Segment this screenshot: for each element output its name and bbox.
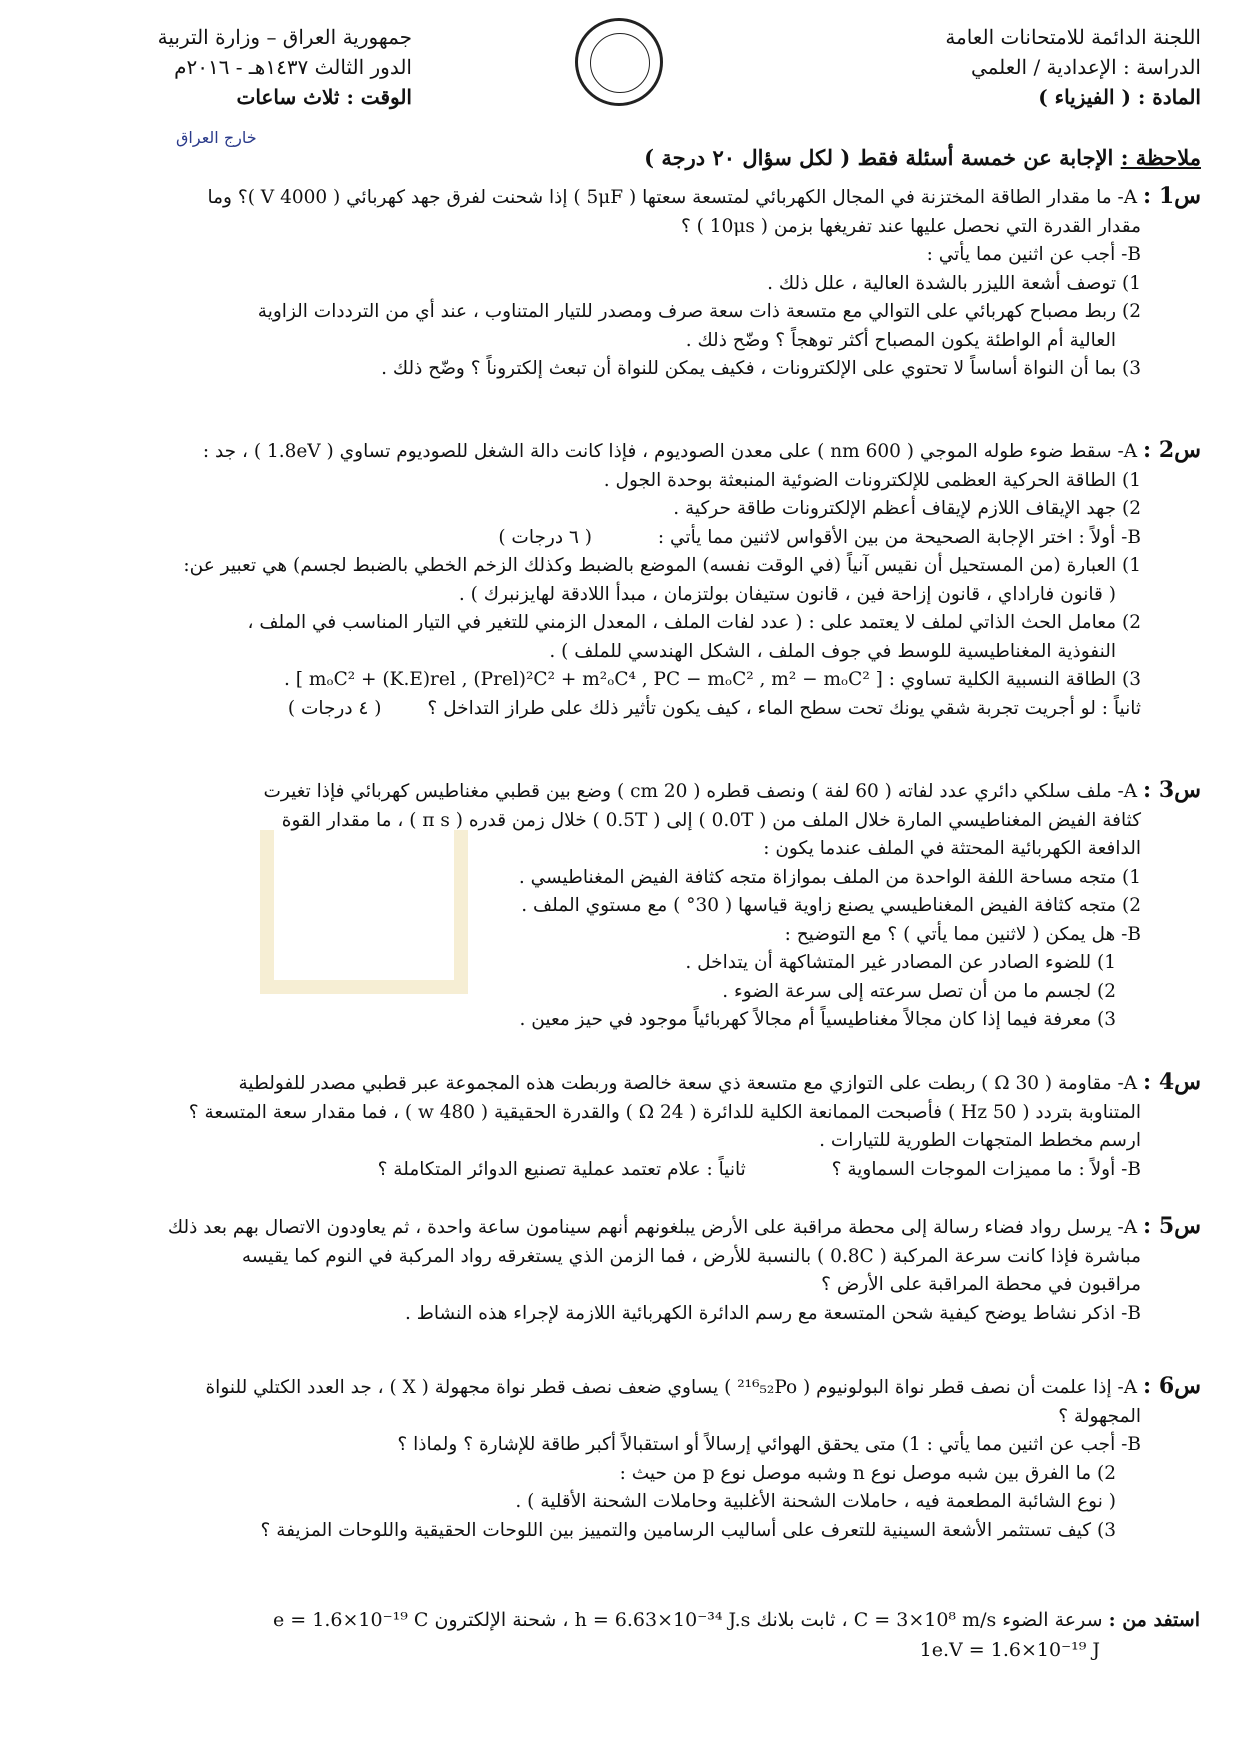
question-number: س4 : (1143, 1069, 1201, 1095)
q5-a-line1: A- يرسل رواد فضاء رسالة إلى محطة مراقبة على الأرض يبلغونهم أنهم سينامون ساعة واحدة ، ثم يعاودون الاتصال بهم بعد ذلك (167, 1217, 1138, 1238)
q2-second-marks: ( ٤ درجات ) (287, 697, 382, 719)
committee-name: اللجنة الدائمة للامتحانات العامة (945, 25, 1201, 49)
question-1 (61, 182, 1201, 384)
question-number: س6 : (1143, 1373, 1201, 1399)
question-number: س1 : (1143, 183, 1201, 209)
q2-a-item1: 1) الطاقة الحركية العظمى للإلكترونات الضوئية المنبعثة بوحدة الجول . (603, 469, 1141, 491)
constants-box (90, 1605, 1200, 1665)
q1-b-intro: B- أجب عن اثنين مما يأتي : (926, 244, 1141, 265)
q2-second-question: ثانياً : لو أجريت تجربة شقي يونك تحت سطح الماء ، كيف يكون تأثير ذلك على طراز التداخل ؟ (427, 697, 1141, 719)
republic-ministry: جمهورية العراق – وزارة التربية (157, 25, 412, 49)
question-6 (61, 1372, 1201, 1545)
instructions-note (101, 145, 1201, 170)
q3-a-item2: 2) متجه كثافة الفيض المغناطيسي يصنع زاوية قياسها ( 30° ) مع مستوي الملف . (521, 895, 1141, 916)
q2-b-intro: B- أولاً : اختر الإجابة الصحيحة من بين الأقواس لاثنين مما يأتي : (657, 526, 1141, 548)
q3-a-line1: A- ملف سلكي دائري عدد لفاته ( 60 لفة ) ونصف قطره ( 20 cm ) وضع بين قطبي مغناطيس كهربائي فإذا تغيرت (263, 781, 1138, 802)
q2-b-item1-line1: 1) العبارة (من المستحيل أن نقيس آنياً (في الوقت نفسه) الموضع بالضبط وكذلك الزخم الخطي بالضبط لجسم) هي تعبير عن: (183, 555, 1141, 576)
q3-b-item3: 3) معرفة فيما إذا كان مجالاً مغناطيسياً أم مجالاً كهربائياً موجود في حيز معين . (519, 1009, 1116, 1030)
q3-a-item1: 1) متجه مساحة اللفة الواحدة من الملف بموازاة متجه كثافة الفيض المغناطيسي . (518, 866, 1141, 888)
constants-line1: سرعة الضوء C = 3×10⁸ m/s ، ثابت بلانك h = 6.63×10⁻³⁴ J.s ، شحنة الإلكترون e = 1.6×10⁻¹⁹ C (273, 1609, 1103, 1631)
q1-b-item3: 3) بما أن النواة أساساً لا تحتوي على الإلكترونات ، فكيف يمكن للنواة أن تبعث إلكتروناً ؟ وضّح ذلك . (381, 358, 1141, 379)
q6-b-item2-line2: ( نوع الشائبة المطعمة فيه ، حاملات الشحنة الأغلبية وحاملات الشحنة الأقلية ) . (515, 1491, 1116, 1512)
q2-b-item2-line1: 2) معامل الحث الذاتي لملف لا يعتمد على : ( عدد لفات الملف ، المعدل الزمني للتغير في التيار المناسب في الملف ، (247, 612, 1141, 633)
q2-a-intro: A- سقط ضوء طوله الموجي ( 600 nm ) على معدن الصوديوم ، فإذا كانت دالة الشغل للصوديوم تساوي ( 1.8eV ) ، جد : (202, 441, 1138, 462)
constants-line2: 1e.V = 1.6×10⁻¹⁹ J (919, 1639, 1100, 1661)
q6-a-line1: A- إذا علمت أن نصف قطر نواة البولونيوم ( ²¹⁶₅₂Po ) يساوي ضعف نصف قطر نواة مجهولة ( X ) ، جد العدد الكتلي للنواة (205, 1377, 1138, 1398)
exam-round: الدور الثالث ١٤٣٧هـ - ٢٠١٦م (174, 55, 412, 79)
question-2 (61, 436, 1201, 723)
subject: المادة : ( الفيزياء ) (1038, 85, 1201, 109)
q4-a-line1: A- مقاومة ( 30 Ω ) ربطت على التوازي مع متسعة ذي سعة خالصة وربطت هذه المجموعة عبر قطبي مصدر للفولطية (238, 1073, 1138, 1094)
q5-a-line3: مراقبون في محطة المراقبة على الأرض ؟ (821, 1274, 1141, 1295)
ministry-seal-icon (575, 18, 663, 106)
question-4 (61, 1068, 1201, 1184)
outside-iraq-label: خارج العراق (176, 128, 257, 147)
q2-a-item2: 2) جهد الإيقاف اللازم لإيقاف أعظم الإلكترونات طاقة حركية . (673, 498, 1141, 519)
study-branch: الدراسة : الإعدادية / العلمي (970, 55, 1201, 79)
q3-b-item2: 2) لجسم ما من أن تصل سرعته إلى سرعة الضوء . (722, 980, 1116, 1002)
q1-a-line2: مقدار القدرة التي نحصل عليها عند تفريغها بزمن ( 10μs ) ؟ (680, 215, 1141, 237)
q3-a-line2: كثافة الفيض المغناطيسي المارة خلال الملف من ( 0.0T ) إلى ( 0.5T ) خلال زمن قدره ( π s ) ، ما مقدار القوة (281, 809, 1141, 831)
header-committee (781, 22, 1201, 112)
q1-b-item1: 1) توصف أشعة الليزر بالشدة العالية ، علل ذلك . (767, 272, 1141, 294)
q3-a-line3: الدافعة الكهربائية المحتثة في الملف عندما يكون : (763, 838, 1141, 859)
constants-label: استفد من : (1108, 1609, 1200, 1631)
q4-a-line2: المتناوبة بتردد ( 50 Hz ) فأصبحت الممانعة الكلية للدائرة ( 24 Ω ) والقدرة الحقيقية ( 480 w ) ، فما مقدار سعة المتسعة ؟ (188, 1101, 1141, 1123)
question-number: س3 : (1143, 777, 1201, 803)
q2-b-item1-line2: ( قانون فاراداي ، قانون إزاحة فين ، قانون ستيفان بولتزمان ، مبدأ اللادقة لهايزنبرك ) . (458, 583, 1116, 605)
q3-b-intro: B- هل يمكن ( لاثنين مما يأتي ) ؟ مع التوضيح : (784, 923, 1141, 945)
q1-a-line1: A- ما مقدار الطاقة المختزنة في المجال الكهربائي لمتسعة سعتها ( 5μF ) إذا شحنت لفرق جهد كهربائي ( 4000 V )؟ وما (207, 187, 1138, 208)
q6-b-item3: 3) كيف تستثمر الأشعة السينية للتعرف على أساليب الرسامين والتمييز بين اللوحات الحقيقية واللوحات المزيفة ؟ (260, 1519, 1116, 1541)
question-number: س2 : (1143, 437, 1201, 463)
question-5 (61, 1212, 1201, 1328)
note-label: ملاحظة : (1120, 145, 1201, 170)
q4-b-second: ثانياً : علام تعتمد عملية تصنيع الدوائر المتكاملة ؟ (377, 1158, 746, 1180)
exam-time: الوقت : ثلاث ساعات (236, 85, 412, 109)
q6-a-line2: المجهولة ؟ (1058, 1405, 1141, 1427)
header-ministry (92, 22, 412, 112)
q2-b-item3: 3) الطاقة النسبية الكلية تساوي : [ mₒC² + (K.E)rel , (Prel)²C² + m²ₒC⁴ , PC − mₒC² , m² − mₒC² ] . (284, 669, 1141, 690)
q5-a-line2: مباشرة فإذا كانت سرعة المركبة ( 0.8C ) بالنسبة للأرض ، فما الزمن الذي يستغرقه رواد المركبة في النوم كما يقيسه (241, 1245, 1141, 1267)
q3-b-item1: 1) للضوء الصادر عن المصادر غير المتشاكهة أن يتداخل . (685, 952, 1116, 973)
q6-b-intro: B- أجب عن اثنين مما يأتي : 1) متى يحقق الهوائي إرسالاً أو استقبالاً أكبر طاقة للإشارة ؟ ولماذا ؟ (397, 1434, 1141, 1455)
q1-b-item2-line1: 2) ربط مصباح كهربائي على التوالي مع متسعة ذات سعة صرف ومصدر للتيار المتناوب ، عند أي من الترددات الزاوية (257, 301, 1141, 322)
q2-b-item2-line2: النفوذية المغناطيسية للوسط في جوف الملف ، الشكل الهندسي للملف ) . (549, 640, 1116, 662)
note-text: الإجابة عن خمسة أسئلة فقط ( لكل سؤال ٢٠ درجة ) (644, 145, 1114, 170)
q2-b-marks: ( ٦ درجات ) (498, 526, 593, 548)
q4-a-line3: ارسم مخطط المتجهات الطورية للتيارات . (819, 1130, 1141, 1151)
question-3 (61, 776, 1201, 1035)
question-number: س5 : (1143, 1213, 1201, 1239)
q1-b-item2-line2: العالية أم الواطئة يكون المصباح أكثر توهجاً ؟ وضّح ذلك . (685, 329, 1116, 351)
q5-b-line1: B- اذكر نشاط يوضح كيفية شحن المتسعة مع رسم الدائرة الكهربائية اللازمة لإجراء هذه النشاط . (405, 1302, 1141, 1324)
q6-b-item2-line1: 2) ما الفرق بين شبه موصل نوع n وشبه موصل نوع p من حيث : (619, 1462, 1116, 1484)
q4-b-first: B- أولاً : ما مميزات الموجات السماوية ؟ (831, 1158, 1141, 1180)
